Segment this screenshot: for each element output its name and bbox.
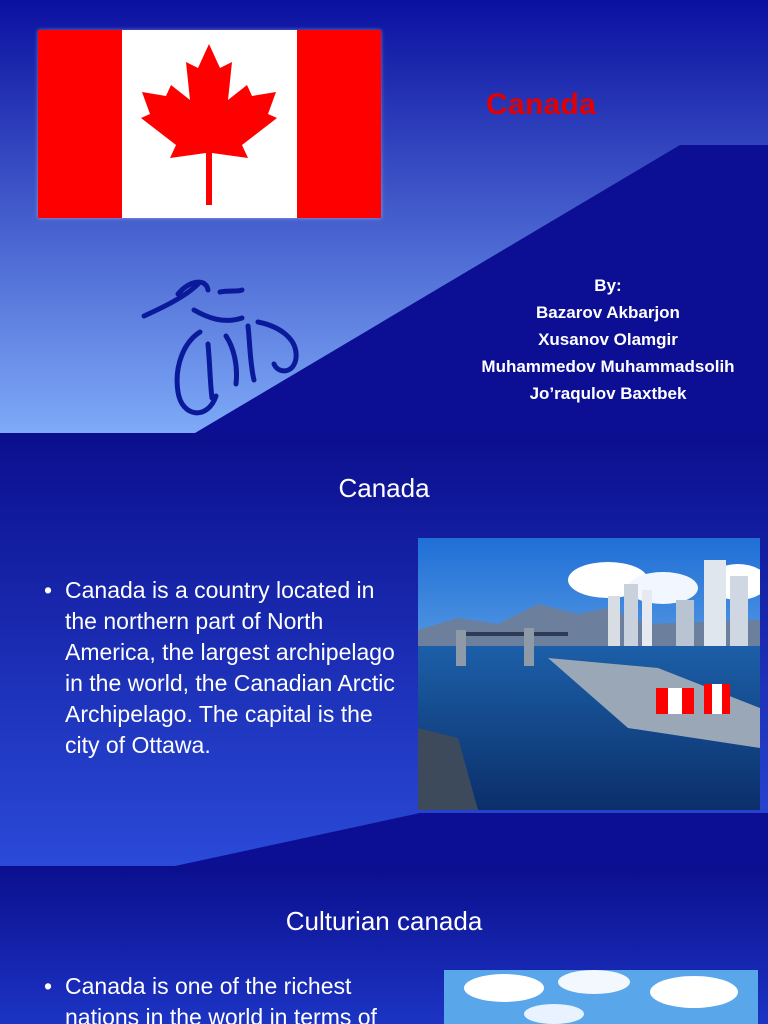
author-name: Xusanov Olamgir — [538, 330, 678, 349]
vancouver-harbor-photo — [418, 538, 760, 810]
cyclist-logo-icon — [138, 270, 304, 426]
bullet-dot: • — [44, 973, 53, 999]
bullet-text: Canada is a country located in the northern part of North America, the largest archipelago in the world, the Canadian Arctic Archipelago. The capital is the city of Ottawa. — [65, 577, 395, 758]
sky-clouds-photo — [444, 970, 758, 1024]
authors-block — [448, 272, 768, 407]
culture-slide — [0, 866, 768, 1024]
title-slide — [0, 0, 768, 433]
bullet-item — [44, 575, 404, 761]
author-name: Muhammedov Muhammadsolih — [481, 357, 735, 376]
bullet-dot: • — [44, 577, 53, 603]
slide-title: Culturian canada — [285, 906, 483, 936]
author-name: Jo’raqulov Baxtbek — [529, 384, 687, 403]
by-label: By: — [594, 276, 622, 295]
canada-flag-icon — [38, 30, 381, 218]
canada-slide — [0, 433, 768, 866]
slide-title: Canada — [338, 473, 430, 503]
bullet-text: Canada is one of the richest nations in the world in terms of — [65, 973, 377, 1024]
bullet-item — [44, 971, 424, 1024]
author-name: Bazarov Akbarjon — [536, 303, 680, 322]
title-text: Canada — [486, 88, 597, 121]
